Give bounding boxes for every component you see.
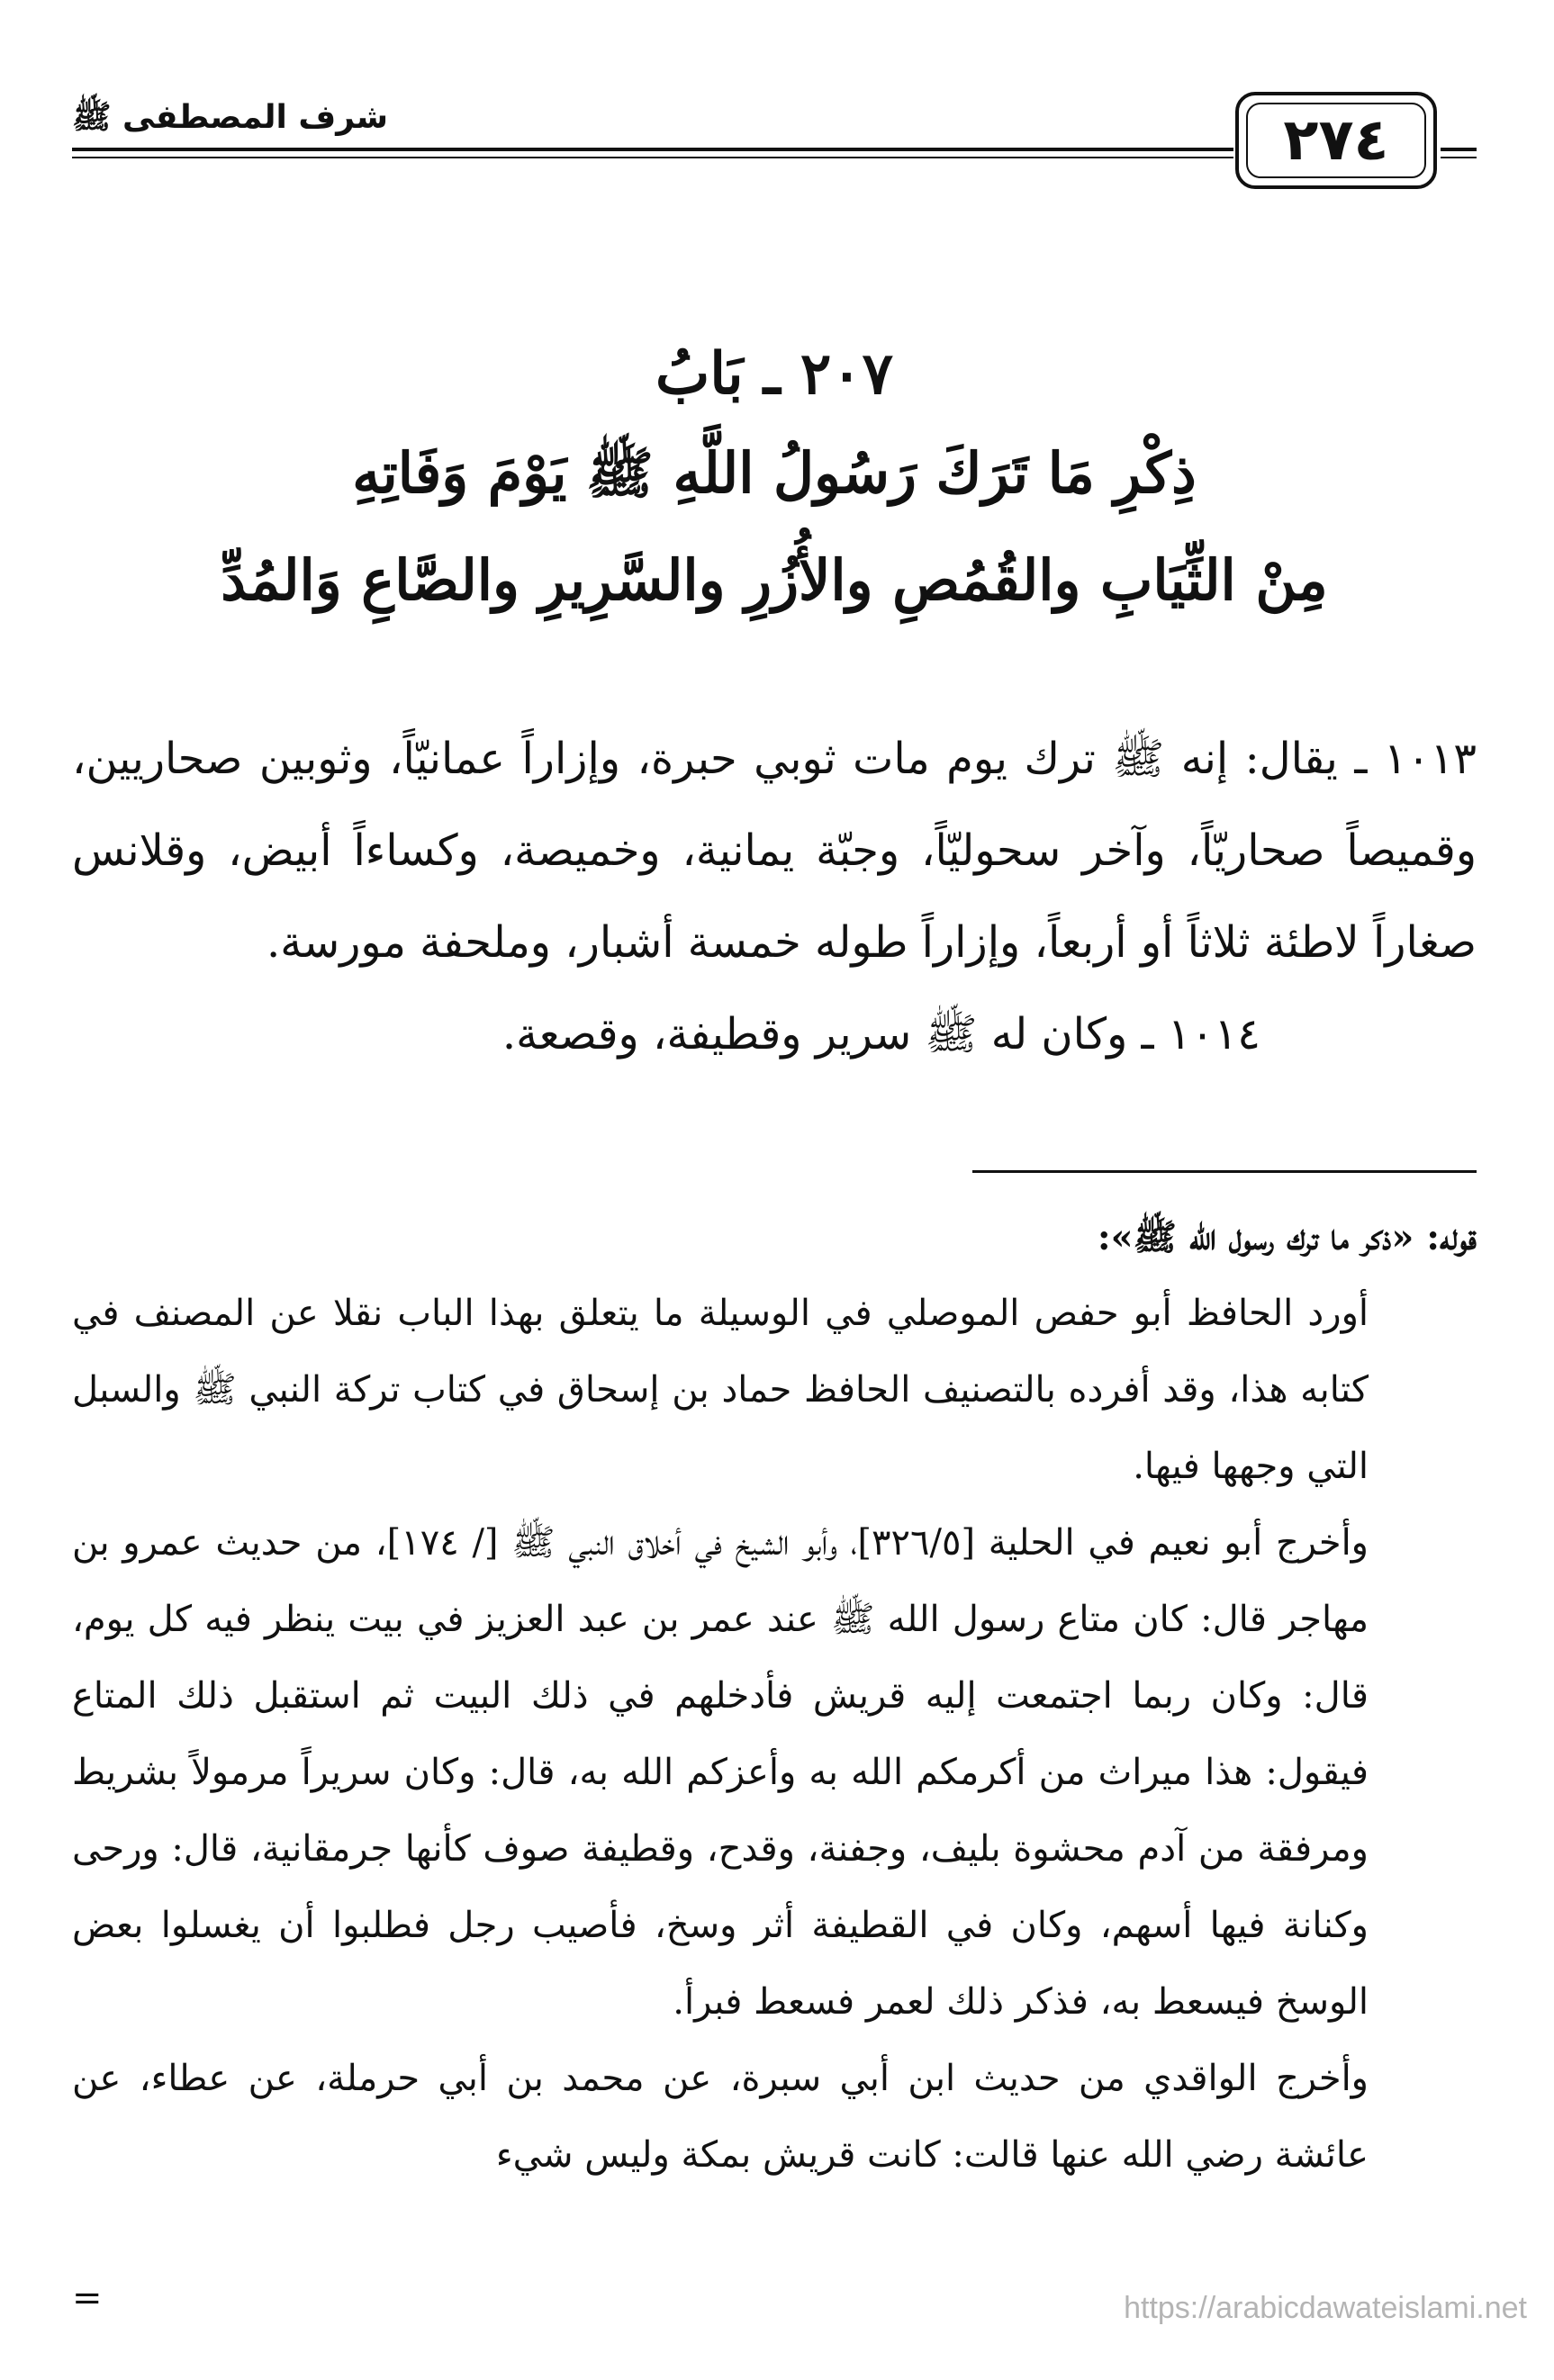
page-number: ٢٧٤ [1283, 107, 1389, 174]
continuation-mark: = [72, 2277, 103, 2319]
chapter-number: ٢٠٧ ـ بَابُ [655, 340, 893, 408]
chapter-title-line-2: مِنْ الثِّيَابِ والقُمُصِ والأُزُرِ والسَّرِيرِ والصَّاعِ وَالمُدِّ [221, 547, 1328, 613]
header-rule-end [1441, 148, 1477, 158]
hadith-1013: ١٠١٣ ـ يقال: إنه ﷺ ترك يوم مات ثوبي حبرة، وإزاراً عمانيّاً، وثوبين صحاريين، وقميصاً صحاريّاً، وآخر سحوليّاً، وجبّة يمانية، وخميصة، وكساءاً أبيض، وقلانس صغاراً لاطئة ثلاثاً أو أربعاً، وإزاراً طوله خمسة أشبار، وملحفة مورسة. [72, 734, 1477, 968]
hadith-1014: ١٠١٤ ـ وكان له ﷺ سرير وقطيفة، وقصعة. [501, 1009, 1260, 1059]
commentary-paragraph-3: وأخرج الواقدي من حديث ابن أبي سبرة، عن محمد بن أبي حرملة، عن عطاء، عن عائشة رضي الله عنها قالت: كانت قريش بمكة وليس شيء [72, 2058, 1369, 2176]
commentary-heading: قوله: «ذكر ما ترك رسول الله ﷺ»: [1097, 1216, 1477, 1258]
watermark: https://arabicdawateislami.net [1124, 2291, 1527, 2325]
commentary-paragraph-2: وأخرج أبو نعيم في الحلية [٣٢٦/٥]، وأبو الشيخ في أخلاق النبي ﷺ [/ ١٧٤]، من حديث عمرو بن مهاجر قال: كان متاع رسول الله ﷺ عند عمر بن عبد العزيز في بيت ينظر فيه كل يوم، قال: وكان ربما اجتمعت إليه قريش فأدخلهم في ذلك البيت ثم استقبل ذلك المتاع فيقول: هذا ميراث من أكرمكم الله به وأعزكم الله به، قال: وكان سريراً مرمولاً بشريط ومرفقة من آدم محشوة بليف، وجفنة، وقدح، وقطيفة صوف كأنها جرمقانية، قال: ورحى وكنانة فيها أسهم، وكان في القطيفة أثر وسخ، فأصيب رجل فطلبوا أن يغسلوا بعض الوسخ فيسعط به، فذكر ذلك لعمر فسعط فبرأ. [72, 1522, 1369, 2023]
chapter-title-line-1: ذِكْرِ مَا تَرَكَ رَسُولُ اللَّهِ ﷺ يَوْمَ وَفَاتِهِ [352, 440, 1197, 506]
main-text [72, 713, 1477, 1080]
footnote-divider [972, 1170, 1477, 1173]
commentary-paragraph-1: أورد الحافظ أبو حفص الموصلي في الوسيلة ما يتعلق بهذا الباب نقلا عن المصنف في كتابه هذا، وقد أفرده بالتصنيف الحافظ حماد بن إسحاق في كتاب تركة النبي ﷺ والسبل التي وجهها فيها. [72, 1293, 1369, 1487]
page-number-frame [1235, 92, 1437, 189]
running-book-title: شرف المصطفى ﷺ [72, 99, 389, 136]
commentary [72, 1199, 1477, 2194]
header-rule [72, 148, 1233, 158]
page-header [72, 79, 1477, 196]
